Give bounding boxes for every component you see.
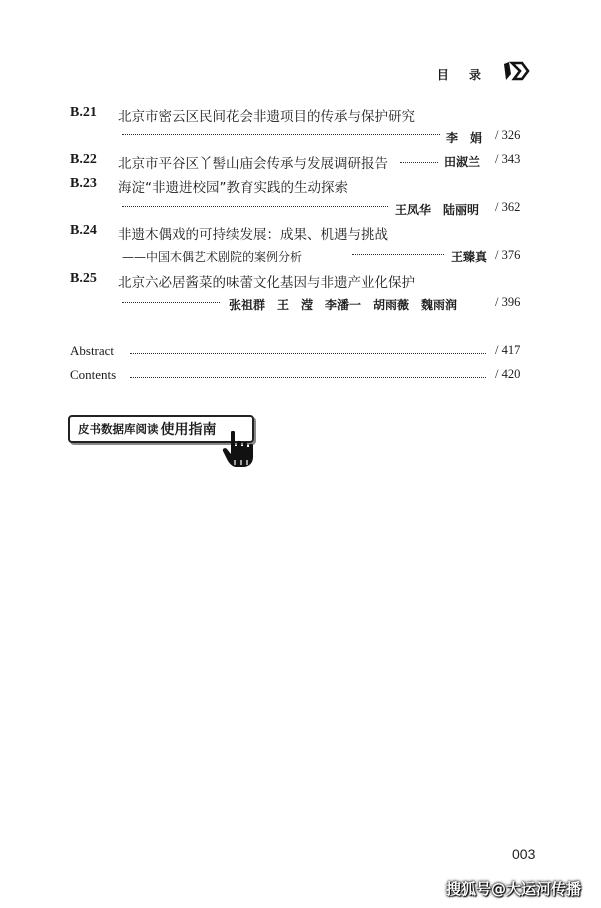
entry-number: B.25 (70, 271, 97, 286)
guide-label-large: 使用指南 (160, 422, 217, 438)
entry-authors: 李 娟 (446, 131, 483, 145)
leader-dots (352, 253, 444, 255)
leader-dots (122, 133, 440, 135)
entry-title: 北京市密云区民间花会非遗项目的传承与保护研究 (118, 109, 415, 125)
entry-authors: 田淑兰 (444, 155, 481, 169)
entry-authors: 张祖群 王 滢 李潘一 胡雨薇 魏雨润 (229, 298, 458, 312)
entry-page: / 326 (495, 128, 521, 142)
entry-title: 海淀“非遗进校园”教育实践的生动探索 (118, 180, 348, 196)
leader-dots (130, 352, 486, 354)
entry-page: / 343 (495, 152, 521, 166)
leader-dots (122, 205, 388, 207)
back-matter-page: / 417 (495, 343, 521, 357)
leader-dots (400, 161, 438, 163)
entry-subtitle: ——中国木偶艺术剧院的案例分析 (122, 250, 303, 264)
entry-page: / 396 (495, 295, 521, 309)
return-arrow-icon (502, 60, 530, 82)
entry-page: / 362 (495, 200, 521, 214)
guide-label-small: 皮书数据库阅读 (78, 422, 159, 436)
back-matter-label: Abstract (70, 343, 115, 358)
entry-title: 北京六必居酱菜的味蕾文化基因与非遗产业化保护 (118, 275, 415, 291)
pointing-hand-icon (222, 430, 256, 468)
leader-dots (122, 301, 220, 303)
entry-number: B.21 (70, 105, 97, 120)
entry-title: 非遗木偶戏的可持续发展：成果、机遇与挑战 (118, 227, 388, 243)
leader-dots (130, 376, 486, 378)
entry-authors: 王凤华 陆丽明 (395, 203, 480, 217)
section-title: 目 录 (436, 68, 489, 82)
entry-title: 北京市平谷区丫髻山庙会传承与发展调研报告 (118, 156, 388, 172)
page-number: 003 (512, 846, 536, 862)
entry-page: / 376 (495, 248, 521, 262)
back-matter-label: Contents (70, 367, 117, 382)
entry-number: B.22 (70, 152, 97, 167)
watermark: 搜狐号@大运河传播 (446, 880, 582, 898)
entry-number: B.23 (70, 176, 97, 191)
entry-authors: 王臻真 (451, 250, 488, 264)
entry-number: B.24 (70, 223, 97, 238)
back-matter-page: / 420 (495, 367, 521, 381)
